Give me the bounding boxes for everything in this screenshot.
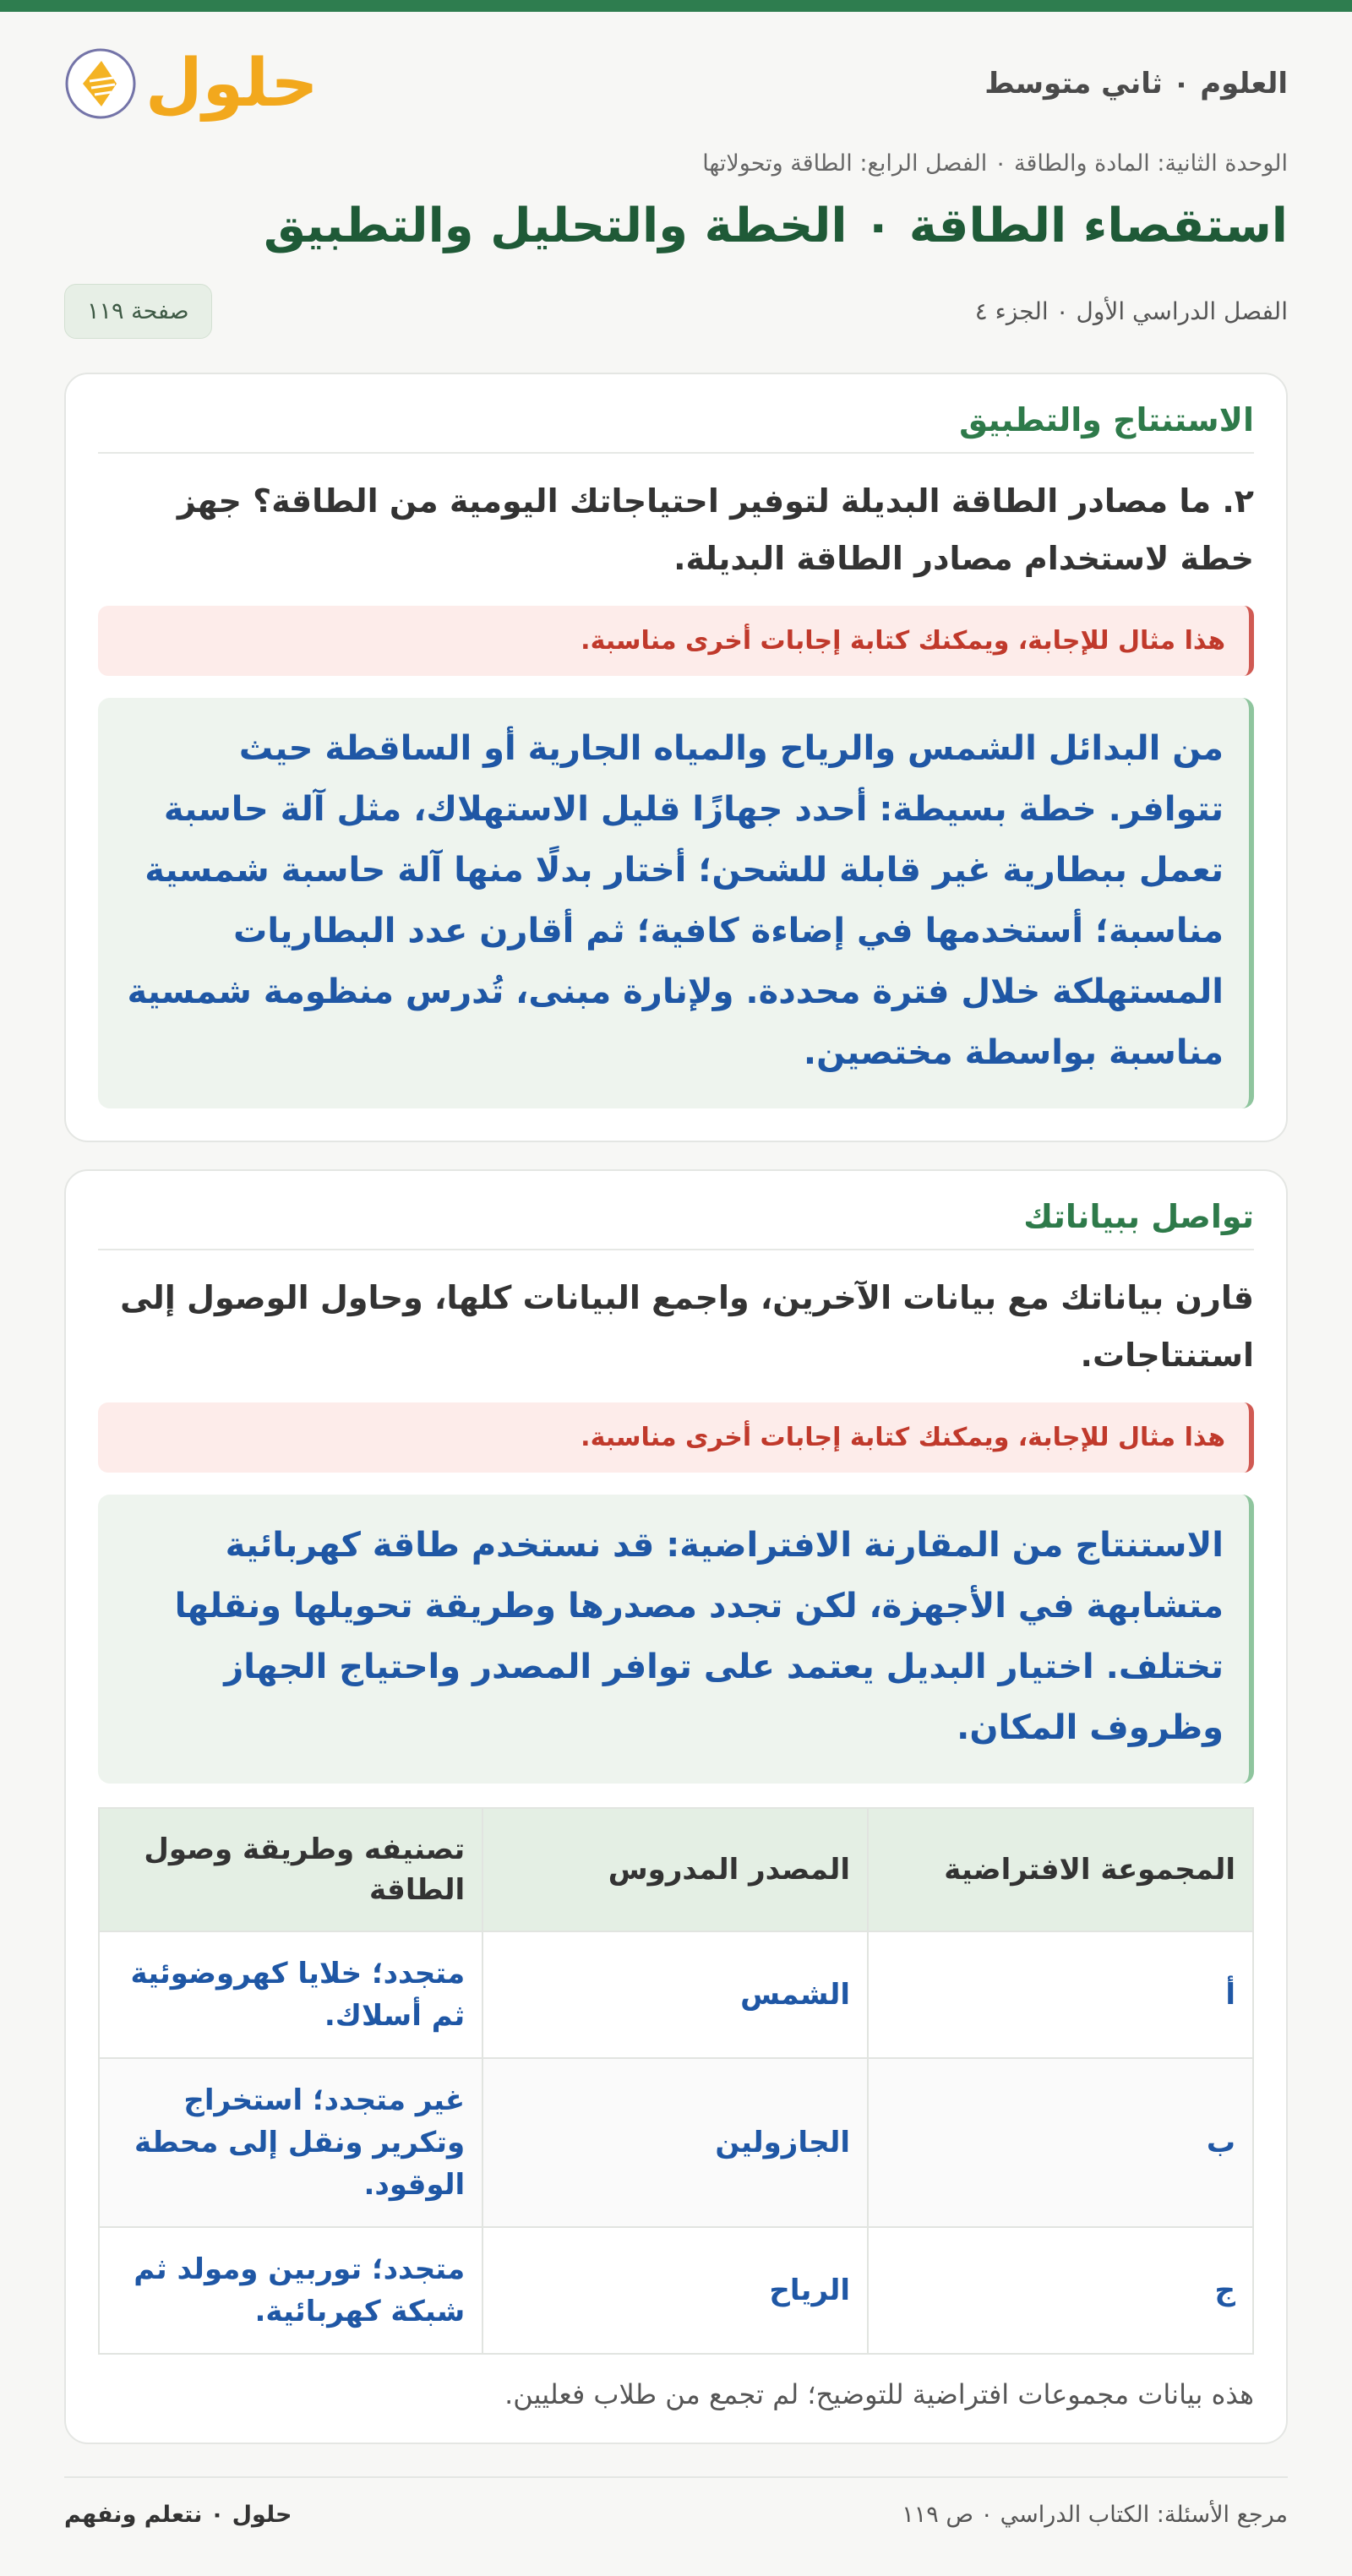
logo-emblem-icon [64,47,137,120]
table-cell-classification: متجدد؛ خلايا كهروضوئية ثم أسلاك. [99,1931,482,2058]
communicate-card [64,1169,1288,2444]
footer [64,2476,1288,2528]
logo-text: حلول [145,46,319,122]
table-cell-group: ب [868,2058,1253,2227]
table-row [99,2227,1253,2354]
question-text: ٢. ما مصادر الطاقة البديلة لتوفير احتياجاتك اليومية من الطاقة؟ جهز خطة لاستخدام مصادر الطاقة البديلة. [177,482,1254,577]
data-table [98,1807,1254,2355]
brand-logo[interactable] [64,46,319,122]
answer-note: هذا مثال للإجابة، ويمكنك كتابة إجابات أخرى مناسبة. [98,606,1254,676]
table-row [99,1931,1253,2058]
column-header: تصنيفه وطريقة وصول الطاقة [99,1808,482,1931]
page-title: استقصاء الطاقة ٠ الخطة والتحليل والتطبيق [263,199,1288,253]
section-title: الاستنتاج والتطبيق [98,401,1254,454]
meta-row [64,284,1288,339]
top-accent-bar [0,0,1352,12]
table-cell-source: الشمس [482,1931,868,2058]
table-row [99,2058,1253,2227]
answer-box: من البدائل الشمس والرياح والمياه الجارية أو الساقطة حيث تتوافر. خطة بسيطة: أحدد جهازًا قليل الاستهلاك، مثل آلة حاسبة تعمل ببطارية غير قابلة للشحن؛ أختار بدلًا منها آلة حاسبة شمسية مناسبة؛ أستخدمها في إضاءة كافية؛ ثم أقارن عدد البطاريات المستهلكة خلال فترة محددة. ولإنارة مبنى، تُدرس منظومة شمسية مناسبة بواسطة مختصين. [98,698,1254,1108]
subject-title: العلوم ٠ ثاني متوسط [984,67,1288,101]
question-text: قارن بياناتك مع بيانات الآخرين، واجمع البيانات كلها، وحاول الوصول إلى استنتاجات. [120,1279,1254,1374]
footer-reference: مرجع الأسئلة: الكتاب الدراسي ٠ ص ١١٩ [902,2502,1288,2528]
term-label: الفصل الدراسي الأول ٠ الجزء ٤ [974,297,1288,325]
section-title: تواصل ببياناتك [98,1198,1254,1250]
answer-box: الاستنتاج من المقارنة الافتراضية: قد نستخدم طاقة كهربائية متشابهة في الأجهزة، لكن تجدد مصدرها وطريقة تحويلها ونقلها تختلف. اختيار البديل يعتمد على توافر المصدر واحتياج الجهاز وظروف المكان. [98,1495,1254,1784]
table-cell-source: الرياح [482,2227,868,2354]
table-cell-group: أ [868,1931,1253,2058]
page-badge: صفحة ١١٩ [64,284,212,339]
table-cell-group: ج [868,2227,1253,2354]
answer-note: هذا مثال للإجابة، ويمكنك كتابة إجابات أخرى مناسبة. [98,1402,1254,1473]
footer-brand: حلول ٠ نتعلم ونفهم [64,2502,292,2528]
table-header-row [99,1808,1253,1931]
table-cell-classification: متجدد؛ توربين ومولد ثم شبكة كهربائية. [99,2227,482,2354]
header [64,12,1288,155]
column-header: المجموعة الافتراضية [868,1808,1253,1931]
page-content [64,12,1288,2528]
table-cell-source: الجازولين [482,2058,868,2227]
conclusion-card [64,373,1288,1142]
unit-breadcrumb: الوحدة الثانية: المادة والطاقة ٠ الفصل الرابع: الطاقة وتحولاتها [702,150,1288,177]
column-header: المصدر المدروس [482,1808,868,1931]
table-cell-classification: غير متجدد؛ استخراج وتكرير ونقل إلى محطة الوقود. [99,2058,482,2227]
table-note: هذه بيانات مجموعات افتراضية للتوضيح؛ لم تجمع من طلاب فعليين. [504,2378,1254,2410]
